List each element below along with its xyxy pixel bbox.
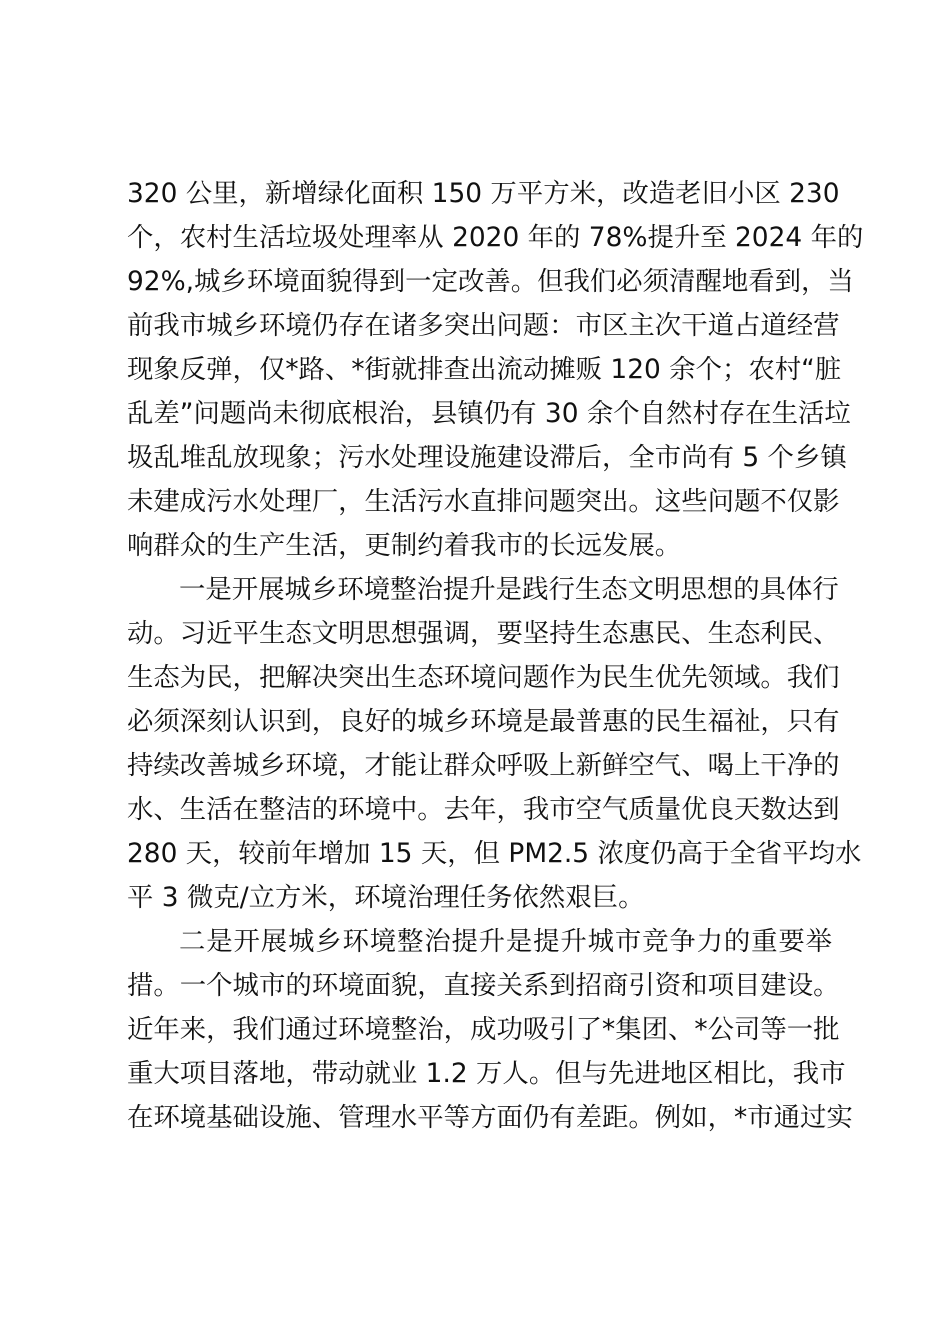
text-line: 动。习近平生态文明思想强调，要坚持生态惠民、生态利民、 (127, 618, 840, 649)
text-line: 在环境基础设施、管理水平等方面仍有差距。例如，*市通过实 (127, 1102, 853, 1133)
text-line: 320 公里，新增绿化面积 150 万平方米，改造老旧小区 230 (127, 178, 840, 209)
text-line: 前我市城乡环境仍存在诸多突出问题：市区主次干道占道经营 (127, 310, 840, 341)
text-line: 280 天，较前年增加 15 天，但 PM2.5 浓度仍高于全省平均水 (127, 838, 862, 869)
paragraph-end-line: 平 3 微克/立方米，环境治理任务依然艰巨。 (127, 882, 645, 913)
text-line: 乱差”问题尚未彻底根治，县镇仍有 30 余个自然村存在生活垃 (127, 398, 851, 429)
text-line: 近年来，我们通过环境整治，成功吸引了*集团、*公司等一批 (127, 1014, 840, 1045)
text-line: 措。一个城市的环境面貌，直接关系到招商引资和项目建设。 (127, 970, 840, 1001)
text-line: 圾乱堆乱放现象；污水处理设施建设滞后，全市尚有 5 个乡镇 (127, 442, 847, 473)
text-line: 生态为民，把解决突出生态环境问题作为民生优先领域。我们 (127, 662, 840, 693)
text-line: 92%,城乡环境面貌得到一定改善。但我们必须清醒地看到，当 (127, 266, 854, 297)
paragraph-first-line: 二是开展城乡环境整治提升是提升城市竞争力的重要举 (179, 926, 832, 957)
text-line: 现象反弹，仅*路、*街就排查出流动摊贩 120 余个；农村“脏 (127, 354, 842, 385)
text-line: 水、生活在整洁的环境中。去年，我市空气质量优良天数达到 (127, 794, 840, 825)
text-line: 重大项目落地，带动就业 1.2 万人。但与先进地区相比，我市 (127, 1058, 846, 1089)
paragraph-end-line: 响群众的生产生活，更制约着我市的长远发展。 (127, 530, 682, 561)
text-line: 未建成污水处理厂，生活污水直排问题突出。这些问题不仅影 (127, 486, 840, 517)
text-line: 持续改善城乡环境，才能让群众呼吸上新鲜空气、喝上干净的 (127, 750, 840, 781)
text-line: 必须深刻认识到，良好的城乡环境是最普惠的民生福祉，只有 (127, 706, 840, 737)
paragraph-first-line: 一是开展城乡环境整治提升是践行生态文明思想的具体行 (179, 574, 839, 605)
text-line: 个，农村生活垃圾处理率从 2020 年的 78%提升至 2024 年的 (127, 222, 864, 253)
document-body (127, 172, 864, 1140)
